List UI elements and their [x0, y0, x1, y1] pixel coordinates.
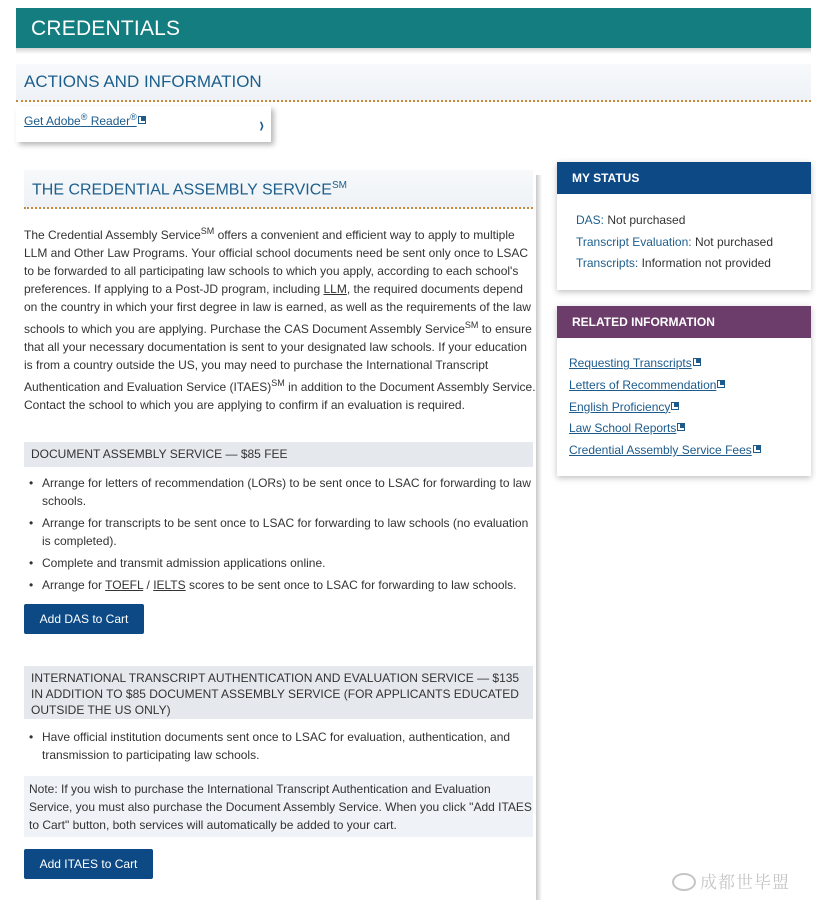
external-link-icon: [677, 423, 685, 431]
status-list: [557, 194, 811, 275]
reg-mark: ®: [80, 112, 88, 122]
page-title-text: CREDENTIALS: [31, 17, 181, 40]
toefl-abbreviation: TOEFL: [105, 578, 144, 592]
itaes-title: INTERNATIONAL TRANSCRIPT AUTHENTICATION AND EVALUATION SERVICE — $135 IN ADDITION TO $85 DOCUMENT ASSEMBLY SERVICE (FOR APPLICANTS EDUCATED OUTSIDE THE US ONLY): [31, 671, 520, 717]
link-law-school-reports[interactable]: [569, 418, 811, 440]
itaes-features-list: [24, 728, 536, 768]
link-letters-of-recommendation[interactable]: [569, 375, 811, 397]
my-status-panel: [557, 162, 811, 290]
status-item-transcripts: [576, 253, 811, 275]
actions-heading-text: ACTIONS AND INFORMATION: [24, 72, 262, 91]
link-english-proficiency[interactable]: [569, 397, 811, 419]
related-information-title: RELATED INFORMATION: [557, 306, 811, 338]
status-value: Not purchased: [691, 234, 773, 249]
itaes-note: [24, 776, 533, 837]
external-link-icon: [693, 358, 701, 366]
external-link-icon: [671, 402, 679, 410]
link-cas-fees[interactable]: [569, 440, 811, 462]
cas-title-text: THE CREDENTIAL ASSEMBLY SERVICE: [32, 181, 332, 199]
das-features-list: [24, 474, 536, 598]
main-column-divider: [536, 175, 542, 900]
status-value: Information not provided: [638, 256, 771, 270]
status-item-das: [576, 210, 811, 232]
actions-heading: [16, 64, 811, 102]
add-das-to-cart-button[interactable]: Add DAS to Cart: [24, 604, 144, 634]
list-item: • Have official institution documents sent once to LSAC for evaluation, authentication, and transmission to participating law schools.: [24, 728, 536, 764]
intro-text: The Credential Assembly Service: [24, 228, 201, 242]
watermark: [672, 868, 790, 893]
das-service-header: [24, 442, 533, 467]
external-link-icon: [753, 445, 761, 453]
service-mark: SM: [271, 378, 285, 388]
status-value: Not purchased: [604, 213, 686, 227]
list-item-text: /: [143, 578, 154, 592]
note-text: Note: If you wish to purchase the International Transcript Authentication and Evaluation Service, you must also purchase the Document Assembly Service. When you click "Add ITAES to Cart" button, both services will automatically be added to your cart.: [29, 782, 532, 832]
reg-mark: ®: [130, 112, 137, 122]
status-label: Transcripts:: [576, 256, 639, 270]
link-text: Requesting Transcripts: [569, 356, 692, 370]
service-mark: SM: [464, 320, 479, 330]
list-item-text: Arrange for: [42, 578, 106, 592]
service-mark: SM: [331, 180, 347, 191]
intro-text: in addition to the Document Assembly Service. Contact the school to which you are applying to confirm if an evaluation is required.: [24, 380, 536, 412]
das-title: DOCUMENT ASSEMBLY SERVICE — $85 FEE: [31, 447, 288, 461]
adobe-reader-card[interactable]: [16, 106, 271, 142]
status-label: DAS:: [576, 213, 605, 227]
add-itaes-to-cart-button[interactable]: Add ITAES to Cart: [24, 849, 153, 879]
link-text: Law School Reports: [569, 421, 677, 436]
external-link-icon: [138, 116, 146, 124]
link-text: Letters of Recommendation: [569, 377, 717, 392]
link-text: Credential Assembly Service Fees: [569, 443, 752, 458]
itaes-service-header: [24, 666, 533, 719]
watermark-text: 成都世毕盟: [700, 873, 790, 892]
page-title: [16, 8, 811, 48]
related-information-panel: [557, 306, 811, 476]
status-label: Transcript Evaluation:: [576, 234, 692, 249]
weibo-icon: [672, 873, 696, 891]
chevron-right-icon[interactable]: ›: [259, 112, 264, 137]
cas-intro-paragraph: [24, 222, 536, 414]
intro-text: offers a convenient and efficient way to apply to multiple LLM and Other Law Programs. Your official school documents need be sent only once to LSAC to be forwarded to all participating law schools to which you apply, according to each school's preferences. If applying to a Post-JD program, including: [24, 228, 529, 296]
list-item: [24, 576, 536, 594]
reader-text: Reader: [90, 114, 131, 128]
link-text: English Proficiency: [569, 399, 671, 414]
ielts-abbreviation: IELTS: [153, 578, 186, 592]
list-item: • Arrange for letters of recommendation (LORs) to be sent once to LSAC for forwarding to law schools.: [24, 474, 536, 510]
external-link-icon: [717, 380, 725, 388]
intro-text: to ensure that all your necessary documentation is sent to your designated law schools. If your education is from a country outside the US, you may need to purchase the International Transcript Authentication and Evaluation Service (ITAES): [24, 322, 532, 394]
list-item: • Complete and transmit admission applications online.: [24, 554, 536, 572]
list-item: • Arrange for transcripts to be sent once to LSAC for forwarding to law schools (no evaluation is completed).: [24, 514, 536, 550]
get-adobe-reader-link[interactable]: [24, 112, 146, 128]
intro-text: , the required documents depend on the country in which your first degree in law is earned, as well as the requirements of the law schools to which you are applying. Purchase the CAS Document Assembly Service: [24, 282, 531, 336]
status-item-transcript-evaluation: [576, 232, 811, 254]
adobe-text: Get Adobe: [24, 114, 81, 128]
list-item-text: scores to be sent once to LSAC for forwarding to law schools.: [185, 578, 517, 592]
link-requesting-transcripts[interactable]: [569, 353, 811, 375]
my-status-title: MY STATUS: [557, 162, 811, 194]
llm-abbreviation: LLM: [323, 282, 347, 296]
related-links-list: [557, 338, 811, 462]
service-mark: SM: [200, 226, 215, 236]
cas-section-title: [24, 170, 533, 209]
